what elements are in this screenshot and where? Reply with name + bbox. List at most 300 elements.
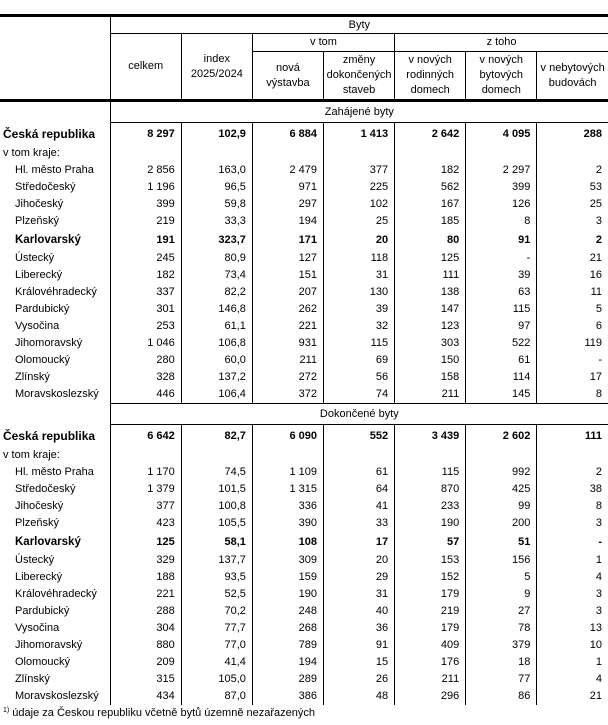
cell-value: 106,8 xyxy=(181,335,252,352)
cell-value: 176 xyxy=(395,654,466,671)
cell-value: 200 xyxy=(466,515,537,532)
cell-value: 21 xyxy=(537,688,608,705)
table-row-subhead xyxy=(0,447,608,464)
cell-value: 8 xyxy=(537,498,608,515)
cell-value: 194 xyxy=(252,654,323,671)
cell-value: 289 xyxy=(252,671,323,688)
cell-value: 6 xyxy=(537,318,608,335)
row-label: Ústecký xyxy=(15,252,55,264)
cell-value: 179 xyxy=(395,586,466,603)
table-row xyxy=(0,481,608,498)
row-label: Jihomoravský xyxy=(15,639,83,651)
cell-value: 379 xyxy=(466,637,537,654)
footnote xyxy=(3,707,315,719)
cell-value: 111 xyxy=(537,425,608,448)
cell-value: 40 xyxy=(324,603,395,620)
cell-value: 106,4 xyxy=(181,386,252,404)
cell-value: 101,5 xyxy=(181,481,252,498)
section-title: Zahájené byty xyxy=(110,101,608,123)
cell-value: 182 xyxy=(395,162,466,179)
cell-value: 182 xyxy=(110,267,181,284)
table-row xyxy=(0,301,608,318)
cell-value: 69 xyxy=(324,352,395,369)
cell-value: 138 xyxy=(395,284,466,301)
cell-value: 64 xyxy=(324,481,395,498)
cell-value: 80 xyxy=(395,230,466,250)
row-label: Královéhradecký xyxy=(15,286,97,298)
cell-value: 74 xyxy=(324,386,395,404)
row-label: Ústecký xyxy=(15,554,55,566)
cell-value: 80,9 xyxy=(181,250,252,267)
cell-value: 1 413 xyxy=(324,123,395,146)
section-header-row xyxy=(0,101,608,123)
cell-value: 146,8 xyxy=(181,301,252,318)
table-row xyxy=(0,230,608,250)
row-label: Olomoucký xyxy=(15,656,71,668)
row-label: Česká republika xyxy=(3,428,96,443)
row-label: Karlovarský xyxy=(15,234,81,246)
cell-value: 233 xyxy=(395,498,466,515)
cell-value: 8 297 xyxy=(110,123,181,146)
cell-value: 434 xyxy=(110,688,181,705)
table-row xyxy=(0,654,608,671)
row-label: Hl. město Praha xyxy=(15,466,94,478)
cell-value: 4 095 xyxy=(466,123,537,146)
cell-value: 2 297 xyxy=(466,162,537,179)
footnote-marker: 1) xyxy=(3,707,10,714)
header-index-text: index 2025/2024 xyxy=(190,52,243,80)
cell-value: 931 xyxy=(252,335,323,352)
cell-value: 423 xyxy=(110,515,181,532)
cell-value: 323,7 xyxy=(181,230,252,250)
cell-value: 191 xyxy=(110,230,181,250)
row-subhead: v tom kraje: xyxy=(3,449,60,461)
row-label: Česká republika xyxy=(3,126,96,141)
cell-value: 21 xyxy=(537,250,608,267)
header-index xyxy=(181,34,252,101)
cell-value: 329 xyxy=(110,552,181,569)
cell-value: 1 170 xyxy=(110,464,181,481)
cell-value: 150 xyxy=(395,352,466,369)
cell-value: 147 xyxy=(395,301,466,318)
cell-empty xyxy=(252,447,323,464)
cell-value: 1 196 xyxy=(110,179,181,196)
cell-value: 123 xyxy=(395,318,466,335)
table-row xyxy=(0,498,608,515)
row-label: Olomoucký xyxy=(15,354,71,366)
row-label: Zlínský xyxy=(15,673,50,685)
table-row xyxy=(0,603,608,620)
cell-value: 73,4 xyxy=(181,267,252,284)
cell-value: 41,4 xyxy=(181,654,252,671)
cell-value: 337 xyxy=(110,284,181,301)
cell-empty xyxy=(181,447,252,464)
cell-value: 152 xyxy=(395,569,466,586)
cell-value: 2 xyxy=(537,162,608,179)
cell-value: 315 xyxy=(110,671,181,688)
cell-value: 225 xyxy=(324,179,395,196)
cell-value: 13 xyxy=(537,620,608,637)
cell-value: 3 439 xyxy=(395,425,466,448)
row-label: Jihočeský xyxy=(15,500,64,512)
cell-value: 38 xyxy=(537,481,608,498)
cell-value: 58,1 xyxy=(181,532,252,552)
table-row xyxy=(0,386,608,404)
cell-value: 125 xyxy=(395,250,466,267)
cell-value: 562 xyxy=(395,179,466,196)
cell-value: 52,5 xyxy=(181,586,252,603)
table-row xyxy=(0,213,608,230)
table-body xyxy=(0,101,608,706)
cell-value: 108 xyxy=(252,532,323,552)
row-label: Zlínský xyxy=(15,371,50,383)
row-label: Vysočina xyxy=(15,320,60,332)
table-row xyxy=(0,464,608,481)
cell-value: 126 xyxy=(466,196,537,213)
cell-value: 870 xyxy=(395,481,466,498)
cell-value: 5 xyxy=(466,569,537,586)
table-row xyxy=(0,318,608,335)
cell-value: 303 xyxy=(395,335,466,352)
cell-value: 171 xyxy=(252,230,323,250)
table-row xyxy=(0,284,608,301)
cell-value: 262 xyxy=(252,301,323,318)
row-label: Královéhradecký xyxy=(15,588,97,600)
table-row xyxy=(0,196,608,213)
cell-value: 4 xyxy=(537,671,608,688)
cell-value: 18 xyxy=(466,654,537,671)
cell-value: 56 xyxy=(324,369,395,386)
cell-value: 36 xyxy=(324,620,395,637)
table-row-subhead xyxy=(0,145,608,162)
header-z-toho: z toho xyxy=(395,34,608,52)
cell-value: 552 xyxy=(324,425,395,448)
cell-value: 102 xyxy=(324,196,395,213)
cell-value: 137,2 xyxy=(181,369,252,386)
cell-value: 409 xyxy=(395,637,466,654)
table-row xyxy=(0,637,608,654)
cell-value: 29 xyxy=(324,569,395,586)
cell-value: 336 xyxy=(252,498,323,515)
cell-empty xyxy=(466,145,537,162)
header-rodinne xyxy=(395,52,466,101)
cell-value: 130 xyxy=(324,284,395,301)
cell-value: 105,5 xyxy=(181,515,252,532)
cell-value: 16 xyxy=(537,267,608,284)
cell-value: 296 xyxy=(395,688,466,705)
cell-value: 209 xyxy=(110,654,181,671)
cell-empty xyxy=(324,447,395,464)
cell-value: 48 xyxy=(324,688,395,705)
cell-value: 253 xyxy=(110,318,181,335)
row-label: Středočeský xyxy=(15,483,76,495)
header-nova-vystavba xyxy=(252,52,323,101)
table-row-total xyxy=(0,123,608,146)
cell-empty xyxy=(537,145,608,162)
cell-value: 145 xyxy=(466,386,537,404)
row-subhead: v tom kraje: xyxy=(3,147,60,159)
table-row-total xyxy=(0,425,608,448)
cell-value: 8 xyxy=(537,386,608,404)
header-byty: Byty xyxy=(110,16,608,34)
section-title: Dokončené byty xyxy=(110,404,608,425)
cell-value: - xyxy=(537,352,608,369)
cell-value: 57 xyxy=(395,532,466,552)
table-row xyxy=(0,586,608,603)
cell-value: 41 xyxy=(324,498,395,515)
cell-value: 194 xyxy=(252,213,323,230)
cell-value: 3 xyxy=(537,586,608,603)
table-row xyxy=(0,552,608,569)
cell-empty xyxy=(395,145,466,162)
cell-value: 77 xyxy=(466,671,537,688)
cell-value: 297 xyxy=(252,196,323,213)
table-row xyxy=(0,179,608,196)
table-row xyxy=(0,335,608,352)
header-nebytove xyxy=(537,52,608,101)
header-nebytove-text: v nebytových budovách xyxy=(540,61,605,89)
row-label: Pardubický xyxy=(15,605,70,617)
table-header xyxy=(0,16,608,101)
cell-value: 245 xyxy=(110,250,181,267)
cell-value: 1 xyxy=(537,552,608,569)
cell-value: 20 xyxy=(324,230,395,250)
cell-value: 137,7 xyxy=(181,552,252,569)
cell-value: 5 xyxy=(537,301,608,318)
cell-value: 70,2 xyxy=(181,603,252,620)
cell-value: 1 315 xyxy=(252,481,323,498)
cell-value: 167 xyxy=(395,196,466,213)
cell-value: 158 xyxy=(395,369,466,386)
housing-construction-table xyxy=(0,14,608,705)
cell-value: 3 xyxy=(537,213,608,230)
row-label: Plzeňský xyxy=(15,517,60,529)
cell-value: 151 xyxy=(252,267,323,284)
cell-value: 2 479 xyxy=(252,162,323,179)
cell-value: 26 xyxy=(324,671,395,688)
cell-value: 399 xyxy=(466,179,537,196)
row-label: Jihočeský xyxy=(15,198,64,210)
cell-value: 127 xyxy=(252,250,323,267)
cell-value: 221 xyxy=(252,318,323,335)
table-row xyxy=(0,267,608,284)
cell-value: 100,8 xyxy=(181,498,252,515)
cell-value: 221 xyxy=(110,586,181,603)
row-label: Karlovarský xyxy=(15,536,81,548)
row-label: Moravskoslezský xyxy=(15,690,99,702)
cell-value: 33 xyxy=(324,515,395,532)
cell-value: 2 856 xyxy=(110,162,181,179)
cell-empty xyxy=(537,447,608,464)
cell-value: 2 xyxy=(537,464,608,481)
cell-value: 8 xyxy=(466,213,537,230)
cell-value: 99 xyxy=(466,498,537,515)
cell-value: 211 xyxy=(395,386,466,404)
cell-empty xyxy=(181,145,252,162)
cell-value: 4 xyxy=(537,569,608,586)
cell-value: 248 xyxy=(252,603,323,620)
cell-value: 115 xyxy=(324,335,395,352)
cell-value: 91 xyxy=(324,637,395,654)
row-label: Moravskoslezský xyxy=(15,388,99,401)
cell-value: 1 046 xyxy=(110,335,181,352)
header-celkem: celkem xyxy=(110,34,181,101)
cell-value: 372 xyxy=(252,386,323,404)
cell-value: 82,2 xyxy=(181,284,252,301)
cell-value: 11 xyxy=(537,284,608,301)
cell-value: 31 xyxy=(324,267,395,284)
cell-value: 1 109 xyxy=(252,464,323,481)
cell-value: 2 642 xyxy=(395,123,466,146)
cell-value: 185 xyxy=(395,213,466,230)
cell-value: 53 xyxy=(537,179,608,196)
cell-value: 2 xyxy=(537,230,608,250)
cell-value: 272 xyxy=(252,369,323,386)
cell-value: 61 xyxy=(466,352,537,369)
cell-value: 87,0 xyxy=(181,688,252,705)
cell-value: 96,5 xyxy=(181,179,252,196)
cell-value: 1 xyxy=(537,654,608,671)
cell-value: 153 xyxy=(395,552,466,569)
cell-value: 188 xyxy=(110,569,181,586)
cell-empty xyxy=(110,145,181,162)
table-row xyxy=(0,352,608,369)
row-label: Liberecký xyxy=(15,269,63,281)
cell-value: 386 xyxy=(252,688,323,705)
header-v-tom: v tom xyxy=(252,34,394,52)
footnote-text: údaje za Českou republiku včetně bytů územně nezařazených xyxy=(12,707,315,719)
section-header-row xyxy=(0,404,608,425)
header-bytove-text: v nových bytových domech xyxy=(479,54,523,96)
table-row xyxy=(0,569,608,586)
cell-value: 301 xyxy=(110,301,181,318)
cell-value: 219 xyxy=(395,603,466,620)
cell-value: 211 xyxy=(395,671,466,688)
cell-value: 39 xyxy=(324,301,395,318)
cell-value: 74,5 xyxy=(181,464,252,481)
cell-value: 6 884 xyxy=(252,123,323,146)
row-label: Jihomoravský xyxy=(15,337,83,349)
cell-value: 86 xyxy=(466,688,537,705)
cell-value: 207 xyxy=(252,284,323,301)
cell-value: 880 xyxy=(110,637,181,654)
cell-value: 6 090 xyxy=(252,425,323,448)
cell-value: 159 xyxy=(252,569,323,586)
cell-value: 789 xyxy=(252,637,323,654)
cell-value: 304 xyxy=(110,620,181,637)
cell-value: 179 xyxy=(395,620,466,637)
section-spacer xyxy=(0,404,110,425)
cell-value: 77,0 xyxy=(181,637,252,654)
cell-value: 61,1 xyxy=(181,318,252,335)
cell-value: 31 xyxy=(324,586,395,603)
cell-value: 125 xyxy=(110,532,181,552)
table-row xyxy=(0,515,608,532)
cell-empty xyxy=(466,447,537,464)
cell-value: 2 602 xyxy=(466,425,537,448)
cell-value: 32 xyxy=(324,318,395,335)
cell-value: 63 xyxy=(466,284,537,301)
cell-value: 119 xyxy=(537,335,608,352)
cell-value: 93,5 xyxy=(181,569,252,586)
cell-value: 1 379 xyxy=(110,481,181,498)
cell-value: 190 xyxy=(395,515,466,532)
cell-value: 115 xyxy=(466,301,537,318)
cell-value: 102,9 xyxy=(181,123,252,146)
cell-value: 288 xyxy=(110,603,181,620)
cell-empty xyxy=(395,447,466,464)
cell-value: 111 xyxy=(395,267,466,284)
cell-value: 39 xyxy=(466,267,537,284)
table-row xyxy=(0,688,608,705)
cell-value: 3 xyxy=(537,603,608,620)
header-nova-vystavba-text: nová výstavba xyxy=(266,61,310,89)
section-spacer xyxy=(0,101,110,123)
cell-empty xyxy=(252,145,323,162)
cell-value: 9 xyxy=(466,586,537,603)
table-row xyxy=(0,162,608,179)
cell-value: 6 642 xyxy=(110,425,181,448)
cell-value: 115 xyxy=(395,464,466,481)
cell-value: 114 xyxy=(466,369,537,386)
header-bytove xyxy=(466,52,537,101)
cell-value: 25 xyxy=(537,196,608,213)
cell-value: 17 xyxy=(324,532,395,552)
table-row xyxy=(0,620,608,637)
cell-value: 82,7 xyxy=(181,425,252,448)
cell-value: 97 xyxy=(466,318,537,335)
cell-value: 3 xyxy=(537,515,608,532)
cell-value: 61 xyxy=(324,464,395,481)
cell-value: 156 xyxy=(466,552,537,569)
row-label: Vysočina xyxy=(15,622,60,634)
cell-value: 288 xyxy=(537,123,608,146)
cell-value: 77,7 xyxy=(181,620,252,637)
header-corner xyxy=(0,16,110,101)
cell-value: 399 xyxy=(110,196,181,213)
table-row xyxy=(0,671,608,688)
cell-value: 10 xyxy=(537,637,608,654)
cell-value: - xyxy=(466,250,537,267)
cell-value: 91 xyxy=(466,230,537,250)
cell-value: 59,8 xyxy=(181,196,252,213)
cell-value: 280 xyxy=(110,352,181,369)
cell-value: 163,0 xyxy=(181,162,252,179)
row-label: Středočeský xyxy=(15,181,76,193)
cell-value: 15 xyxy=(324,654,395,671)
table-row xyxy=(0,250,608,267)
cell-value: 25 xyxy=(324,213,395,230)
cell-value: 390 xyxy=(252,515,323,532)
cell-value: 328 xyxy=(110,369,181,386)
cell-value: 992 xyxy=(466,464,537,481)
cell-value: 446 xyxy=(110,386,181,404)
cell-value: 211 xyxy=(252,352,323,369)
cell-value: 309 xyxy=(252,552,323,569)
table-row xyxy=(0,532,608,552)
table-row xyxy=(0,369,608,386)
cell-value: 105,0 xyxy=(181,671,252,688)
cell-value: 33,3 xyxy=(181,213,252,230)
cell-value: 17 xyxy=(537,369,608,386)
cell-value: 268 xyxy=(252,620,323,637)
header-zmeny xyxy=(324,52,395,101)
cell-value: 27 xyxy=(466,603,537,620)
cell-value: 377 xyxy=(110,498,181,515)
header-zmeny-text: změny dokončených staveb xyxy=(326,54,392,96)
cell-value: 190 xyxy=(252,586,323,603)
cell-value: 78 xyxy=(466,620,537,637)
